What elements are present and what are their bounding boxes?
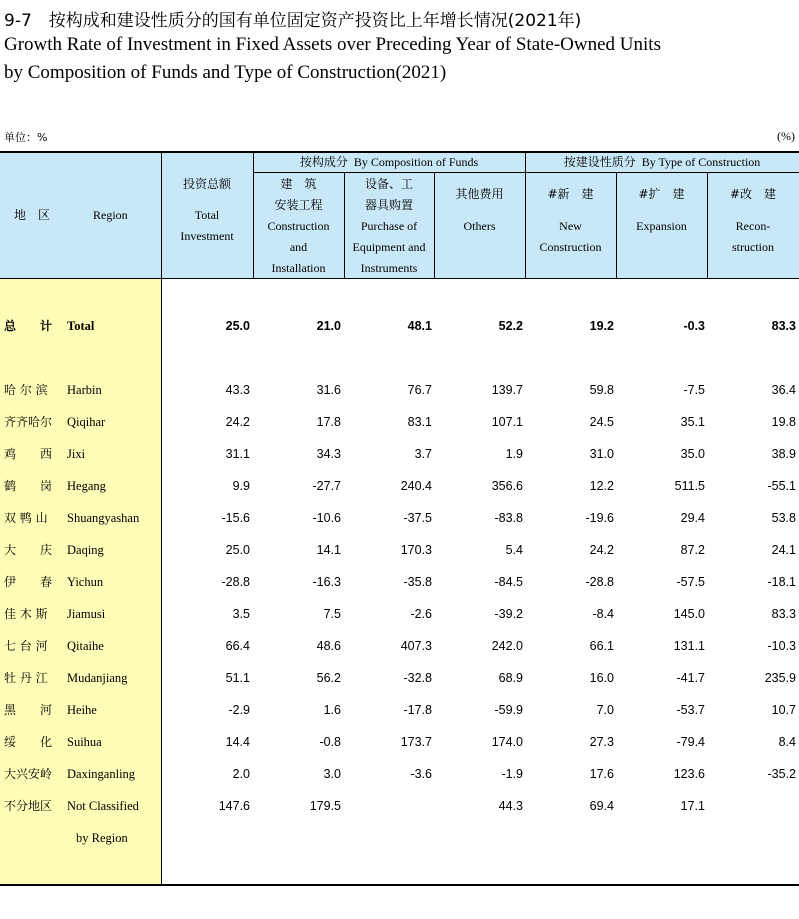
value-new-construction: 7.0 bbox=[596, 703, 614, 717]
value-expansion: 511.5 bbox=[674, 479, 705, 493]
col-divider-3 bbox=[434, 172, 435, 278]
region-name-en: Qitaihe bbox=[67, 639, 104, 653]
region-name-en: Daqing bbox=[67, 543, 104, 557]
region-name-en: Not Classified bbox=[67, 799, 139, 813]
header-bottom-border bbox=[0, 278, 799, 279]
title-english-line1: Growth Rate of Investment in Fixed Assets over Preceding Year of State-Owned Units bbox=[4, 34, 661, 55]
table-row bbox=[0, 539, 799, 561]
table-row bbox=[0, 443, 799, 465]
value-others: -84.5 bbox=[494, 575, 523, 589]
value-construction: 7.5 bbox=[323, 607, 341, 621]
value-reconstruction: -10.3 bbox=[767, 639, 796, 653]
table-row bbox=[0, 699, 799, 721]
value-construction: 34.3 bbox=[316, 447, 341, 461]
value-total-investment: 14.4 bbox=[225, 735, 250, 749]
header-group-type: 按建设性质分 By Type of Construction bbox=[563, 155, 761, 169]
region-name-en: Yichun bbox=[67, 575, 104, 589]
value-new-construction: 69.4 bbox=[589, 799, 614, 813]
value-equipment: 407.3 bbox=[400, 639, 432, 653]
value-equipment: 83.1 bbox=[407, 415, 432, 429]
header-equipment-purchase: 设备、工 器具购置 Purchase of Equipment and Instruments bbox=[352, 177, 426, 275]
value-equipment: 3.7 bbox=[414, 447, 432, 461]
value-reconstruction: 24.1 bbox=[771, 543, 796, 557]
header-construction-installation: 建 筑 安装工程 Construction and Installation bbox=[267, 177, 330, 275]
region-name-en: Total bbox=[67, 319, 95, 333]
table-top-border bbox=[0, 151, 799, 153]
value-construction: -27.7 bbox=[312, 479, 341, 493]
region-name-en: Heihe bbox=[67, 703, 97, 717]
region-name-en: Mudanjiang bbox=[67, 671, 128, 685]
value-expansion: 145.0 bbox=[673, 607, 705, 621]
value-expansion: -57.5 bbox=[676, 575, 705, 589]
header-group-composition: 按构成分 By Composition of Funds bbox=[299, 155, 479, 169]
table-row bbox=[0, 763, 799, 785]
region-name-en-continued: by Region bbox=[76, 831, 128, 845]
region-name-cn: 总 计 bbox=[4, 319, 53, 333]
value-expansion: 29.4 bbox=[680, 511, 705, 525]
region-name-en: Shuangyashan bbox=[67, 511, 140, 525]
value-equipment: 48.1 bbox=[407, 319, 432, 333]
value-reconstruction: 38.9 bbox=[771, 447, 796, 461]
value-equipment: 240.4 bbox=[400, 479, 432, 493]
value-reconstruction: 235.9 bbox=[764, 671, 796, 685]
value-reconstruction: 83.3 bbox=[771, 607, 796, 621]
group-header-divider bbox=[253, 172, 799, 173]
header-reconstruction: #改 建 Recon- struction bbox=[729, 187, 777, 254]
col-divider-4 bbox=[525, 152, 526, 278]
value-others: 44.3 bbox=[498, 799, 523, 813]
value-equipment: -37.5 bbox=[403, 511, 432, 525]
region-name-cn: 绥 化 bbox=[4, 735, 53, 749]
col-divider-1 bbox=[253, 152, 254, 278]
table-row bbox=[0, 475, 799, 497]
value-equipment: 170.3 bbox=[400, 543, 432, 557]
value-equipment: -35.8 bbox=[403, 575, 432, 589]
value-construction: 48.6 bbox=[316, 639, 341, 653]
value-new-construction: -19.6 bbox=[585, 511, 614, 525]
table-row bbox=[0, 411, 799, 433]
value-construction: 21.0 bbox=[316, 319, 341, 333]
value-others: -39.2 bbox=[494, 607, 523, 621]
region-name-cn: 双 鸭 山 bbox=[4, 511, 48, 525]
value-expansion: 35.1 bbox=[680, 415, 705, 429]
value-expansion: 17.1 bbox=[680, 799, 705, 813]
value-total-investment: 24.2 bbox=[225, 415, 250, 429]
value-total-investment: 31.1 bbox=[225, 447, 250, 461]
value-new-construction: 16.0 bbox=[589, 671, 614, 685]
region-name-cn: 七 台 河 bbox=[4, 639, 48, 653]
value-expansion: 131.1 bbox=[673, 639, 705, 653]
value-equipment: -3.6 bbox=[410, 767, 432, 781]
table-row bbox=[0, 379, 799, 401]
value-new-construction: 31.0 bbox=[589, 447, 614, 461]
value-total-investment: 147.6 bbox=[218, 799, 250, 813]
value-expansion: 123.6 bbox=[673, 767, 705, 781]
value-total-investment: 66.4 bbox=[225, 639, 250, 653]
region-name-cn: 牡 丹 江 bbox=[4, 671, 48, 685]
value-total-investment: 25.0 bbox=[225, 319, 250, 333]
value-others: 139.7 bbox=[491, 383, 523, 397]
value-others: -1.9 bbox=[501, 767, 523, 781]
value-total-investment: -28.8 bbox=[221, 575, 250, 589]
region-name-cn: 哈 尔 滨 bbox=[4, 383, 48, 397]
value-construction: 3.0 bbox=[323, 767, 341, 781]
value-construction: 14.1 bbox=[316, 543, 341, 557]
table-row-total bbox=[0, 315, 799, 337]
value-construction: 17.8 bbox=[316, 415, 341, 429]
table-row bbox=[0, 635, 799, 657]
value-new-construction: 66.1 bbox=[589, 639, 614, 653]
region-name-cn: 大兴安岭 bbox=[4, 767, 53, 781]
table-row bbox=[0, 571, 799, 593]
header-expansion: #扩 建 Expansion bbox=[636, 187, 687, 233]
col-divider-6 bbox=[707, 172, 708, 278]
value-construction: 179.5 bbox=[309, 799, 341, 813]
region-name-cn: 不分地区 bbox=[4, 799, 53, 813]
value-reconstruction: 53.8 bbox=[771, 511, 796, 525]
region-name-cn: 佳 木 斯 bbox=[4, 607, 48, 621]
value-construction: 56.2 bbox=[316, 671, 341, 685]
value-equipment: -2.6 bbox=[410, 607, 432, 621]
value-expansion: -7.5 bbox=[683, 383, 705, 397]
value-expansion: 87.2 bbox=[680, 543, 705, 557]
value-equipment: -32.8 bbox=[403, 671, 432, 685]
value-construction: -16.3 bbox=[312, 575, 341, 589]
value-expansion: -79.4 bbox=[676, 735, 705, 749]
table-row bbox=[0, 603, 799, 625]
col-divider-2 bbox=[344, 172, 345, 278]
value-reconstruction: -55.1 bbox=[767, 479, 796, 493]
value-others: -83.8 bbox=[494, 511, 523, 525]
value-total-investment: 43.3 bbox=[225, 383, 250, 397]
header-others: 其他费用 Others bbox=[455, 187, 504, 233]
value-equipment: 76.7 bbox=[407, 383, 432, 397]
value-total-investment: -2.9 bbox=[228, 703, 250, 717]
value-new-construction: -8.4 bbox=[592, 607, 614, 621]
value-reconstruction: 83.3 bbox=[771, 319, 796, 333]
value-others: 242.0 bbox=[491, 639, 523, 653]
value-total-investment: 25.0 bbox=[225, 543, 250, 557]
table-bottom-border bbox=[0, 884, 799, 886]
value-new-construction: 59.8 bbox=[589, 383, 614, 397]
value-expansion: -53.7 bbox=[676, 703, 705, 717]
value-expansion: 35.0 bbox=[680, 447, 705, 461]
unit-label-left: 单位：% bbox=[4, 131, 48, 144]
value-new-construction: 24.5 bbox=[589, 415, 614, 429]
value-reconstruction: 8.4 bbox=[778, 735, 796, 749]
table-row-continuation bbox=[0, 827, 799, 849]
value-reconstruction: 10.7 bbox=[771, 703, 796, 717]
title-english-line2: by Composition of Funds and Type of Construction(2021) bbox=[4, 62, 447, 83]
value-others: 356.6 bbox=[491, 479, 523, 493]
region-name-en: Suihua bbox=[67, 735, 102, 749]
value-construction: 1.6 bbox=[323, 703, 341, 717]
value-new-construction: 17.6 bbox=[589, 767, 614, 781]
value-construction: -0.8 bbox=[319, 735, 341, 749]
region-name-cn: 齐齐哈尔 bbox=[4, 415, 53, 429]
value-others: 107.1 bbox=[491, 415, 523, 429]
value-new-construction: 12.2 bbox=[589, 479, 614, 493]
region-name-cn: 鸡 西 bbox=[4, 447, 53, 461]
table-row bbox=[0, 507, 799, 529]
value-total-investment: 9.9 bbox=[232, 479, 250, 493]
region-name-cn: 鹤 岗 bbox=[4, 479, 53, 493]
header-total-investment: 投资总额 Total Investment bbox=[180, 177, 234, 243]
region-name-cn: 伊 春 bbox=[4, 575, 53, 589]
title-chinese: 9-7 按构成和建设性质分的国有单位固定资产投资比上年增长情况(2021年) bbox=[4, 11, 582, 31]
table-row bbox=[0, 795, 799, 817]
region-name-en: Qiqihar bbox=[67, 415, 106, 429]
value-expansion: -41.7 bbox=[676, 671, 705, 685]
region-name-en: Hegang bbox=[67, 479, 106, 493]
value-equipment: -17.8 bbox=[403, 703, 432, 717]
value-others: 174.0 bbox=[491, 735, 523, 749]
region-name-en: Jixi bbox=[67, 447, 86, 461]
value-new-construction: -28.8 bbox=[585, 575, 614, 589]
value-construction: 31.6 bbox=[316, 383, 341, 397]
value-expansion: -0.3 bbox=[683, 319, 705, 333]
value-new-construction: 27.3 bbox=[589, 735, 614, 749]
value-others: 68.9 bbox=[498, 671, 523, 685]
value-others: 52.2 bbox=[498, 319, 523, 333]
value-construction: -10.6 bbox=[312, 511, 341, 525]
value-others: 5.4 bbox=[505, 543, 523, 557]
value-total-investment: 2.0 bbox=[232, 767, 250, 781]
region-name-en: Harbin bbox=[67, 383, 102, 397]
unit-label-right: (%) bbox=[777, 129, 795, 143]
value-reconstruction: -18.1 bbox=[767, 575, 796, 589]
region-name-cn: 大 庆 bbox=[4, 543, 53, 557]
col-divider-5 bbox=[616, 172, 617, 278]
value-reconstruction: 36.4 bbox=[771, 383, 796, 397]
value-reconstruction: -35.2 bbox=[767, 767, 796, 781]
value-reconstruction: 19.8 bbox=[771, 415, 796, 429]
value-total-investment: -15.6 bbox=[221, 511, 250, 525]
header-new-construction: #新 建 New Construction bbox=[539, 187, 602, 254]
region-name-en: Jiamusi bbox=[67, 607, 106, 621]
value-equipment: 173.7 bbox=[400, 735, 432, 749]
table-row bbox=[0, 667, 799, 689]
value-total-investment: 51.1 bbox=[225, 671, 250, 685]
value-others: -59.9 bbox=[494, 703, 523, 717]
table-row bbox=[0, 731, 799, 753]
region-name-en: Daxinganling bbox=[67, 767, 136, 781]
value-others: 1.9 bbox=[505, 447, 523, 461]
region-name-cn: 黑 河 bbox=[4, 703, 53, 717]
value-new-construction: 19.2 bbox=[589, 319, 614, 333]
value-new-construction: 24.2 bbox=[589, 543, 614, 557]
value-total-investment: 3.5 bbox=[232, 607, 250, 621]
